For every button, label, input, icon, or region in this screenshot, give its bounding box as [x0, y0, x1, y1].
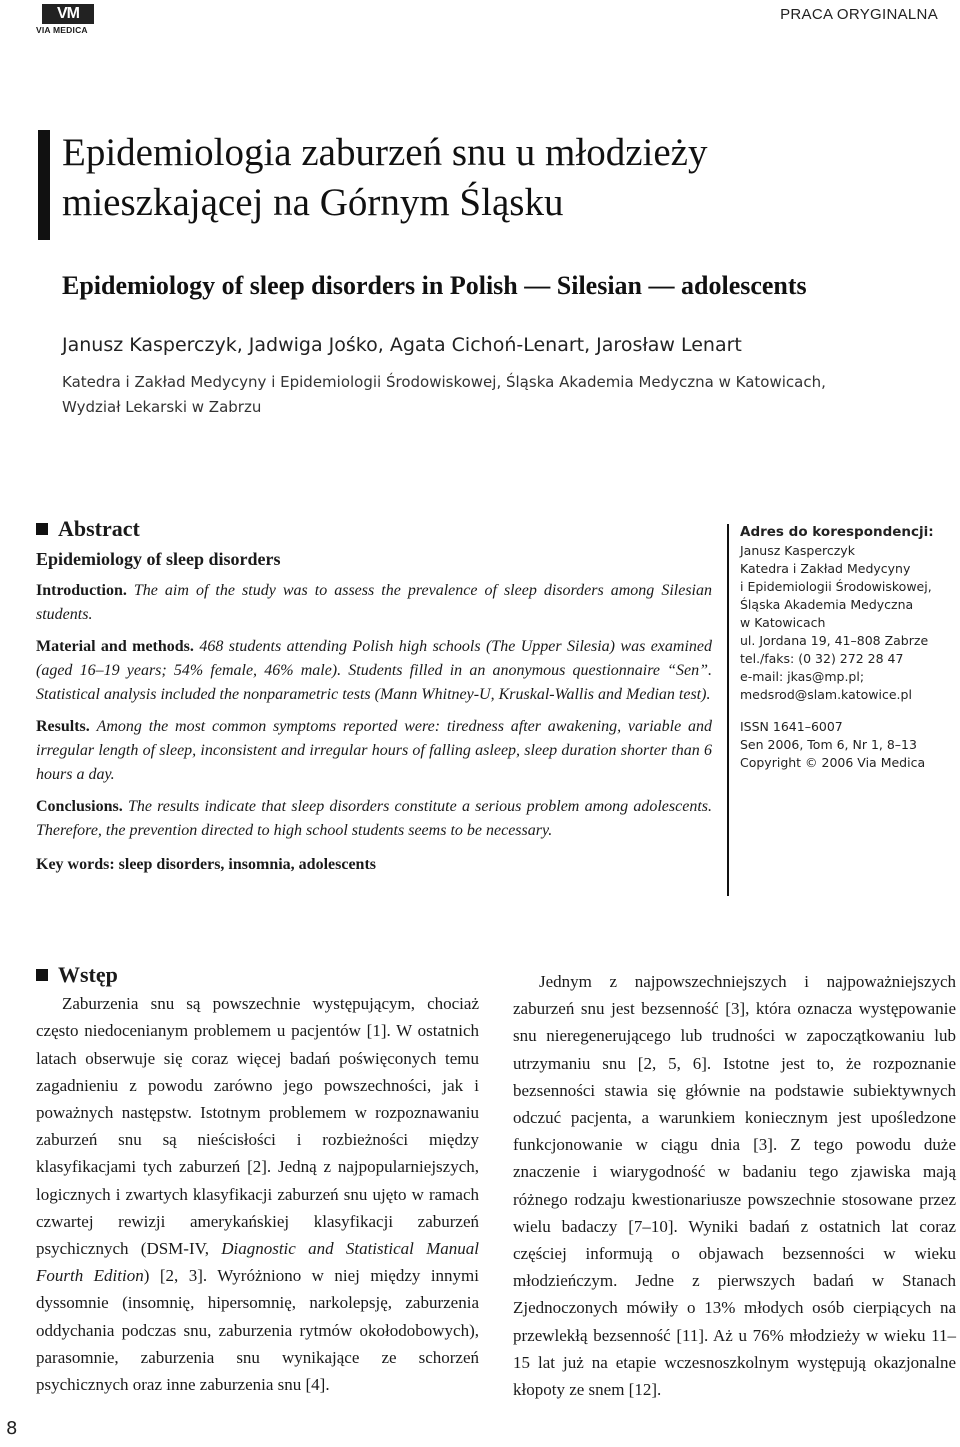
sidebar-divider	[727, 524, 729, 896]
correspondence-email[interactable]: e-mail: jkas@mp.pl;	[740, 669, 865, 684]
correspondence-line: Katedra i Zakład Medycyny	[740, 561, 911, 576]
article-title	[62, 128, 942, 228]
methods-text: 468 students attending Polish high schools (The Upper Silesia) was examined (aged 16–19 years; 54% female, 46% male). Students filled in an anonymous questionnaire “Sen”. Statistical analysis included the nonparametric tests (Mann Whitney-U, Kruskal-Wallis and Median test).	[36, 638, 713, 703]
correspondence-line: ul. Jordana 19, 41–808 Zabrze	[740, 633, 929, 648]
body-column-left	[36, 961, 479, 1398]
introduction-label: Introduction.	[36, 582, 127, 599]
body-column-right	[513, 968, 956, 1403]
title-line-1: Epidemiologia zaburzeń snu u młodzieży	[62, 131, 708, 174]
section-label: PRACA ORYGINALNA	[780, 6, 938, 23]
bullet-square-icon	[36, 969, 48, 981]
introduction-text: The aim of the study was to assess the prevalence of sleep disorders among Silesian students.	[36, 582, 713, 623]
publisher-logo	[36, 4, 104, 35]
abstract-methods	[36, 635, 712, 707]
methods-label: Material and methods.	[36, 638, 194, 655]
conclusions-text: The results indicate that sleep disorders constitute a serious problem among adolescents. Therefore, the prevention directed to high school students seems to be necessary.	[36, 798, 713, 839]
affiliation	[62, 370, 882, 420]
issn: ISSN 1641–6007	[740, 719, 843, 734]
correspondence-block	[740, 523, 950, 704]
results-label: Results.	[36, 718, 90, 735]
section-heading	[36, 961, 479, 988]
page-number: 8	[6, 1418, 18, 1439]
abstract-results	[36, 715, 712, 787]
body-paragraph	[36, 990, 479, 1398]
correspondence-line: w Katowicach	[740, 615, 826, 630]
publication-info	[740, 718, 950, 772]
keywords: Key words: sleep disorders, insomnia, adolescents	[36, 856, 376, 873]
body-text: Zaburzenia snu są powszechnie występującym, chociaż często niedocenianym problemem u pacjentów [1]. W ostatnich latach obserwuje się coraz więcej badań poświęconych temu zagadnieniu z powodu zarówno jego powszechności, jak i poważnych następstw. Istotnym problemem w rozpoznawaniu zaburzeń snu są nieścisłości i rozbieżności między klasyfikacjami tych zaburzeń [2]. Jedną z najpopularniejszych, logicznych i zwartych klasyfikacji zaburzeń snu ujęto w ramach czwartej rewizji amerykańskiej klasyfikacji zaburzeń psychicznych (DSM-IV,	[36, 994, 479, 1259]
correspondence-line: tel./faks: (0 32) 272 28 47	[740, 651, 904, 666]
body-text: ) [2, 3]. Wyróżniono w niej między innymi dyssomnie (insomnię, hipersomnię, narkolepsję, zaburzenia oddychania podczas snu, zaburzenia rytmów okołodobowych), parasomnie, zaburzenia snu wynikające ze schorzeń psychicznych oraz inne zaburzenia snu [4].	[36, 1266, 479, 1395]
body-paragraph: Jednym z najpowszechniejszych i najpoważniejszych zaburzeń snu jest bezsenność [3], która oznacza występowanie snu nieregenerującego lub trudności w zapoczątkowaniu lub utrzymaniu snu [2, 5, 6]. Istotne jest to, że rozpoznanie bezsenności stawia się głównie na podstawie subiektywnych odczuć pacjenta, a warunkiem koniecznym jest upośledzone funkcjonowanie w ciągu dnia [3]. Z tego powodu duże znaczenie i wiarygodność w badaniu tego zjawiska mają różnego rodzaju kwestionariusze powszechnie stosowane przez wielu badaczy [7–10]. Wyniki badań z ostatnich lat coraz częściej informują o objawach bezsenności w wieku młodzieńczym. Jedne z pierwszych badań w Stanach Zjednoczonych mówiły o 13% młodych osób cierpiących na przewlekłą bezsenność [11]. Aż u 76% młodzieży w wieku 11–15 lat już na etapie wczesnoszkolnym występują okazjonalne kłopoty ze snem [12].	[513, 972, 956, 1400]
logo-mark: VM	[42, 4, 94, 24]
abstract-heading-text: Abstract	[58, 516, 140, 541]
abstract-heading	[36, 517, 712, 541]
correspondence-line: Janusz Kasperczyk	[740, 543, 855, 558]
conclusions-label: Conclusions.	[36, 798, 123, 815]
authors: Janusz Kasperczyk, Jadwiga Jośko, Agata Cichoń-Lenart, Jarosław Lenart	[62, 334, 742, 356]
correspondence-line: Śląska Akademia Medyczna	[740, 597, 914, 612]
correspondence-line: i Epidemiologii Środowiskowej,	[740, 579, 932, 594]
abstract-subheading: Epidemiology of sleep disorders	[36, 549, 281, 569]
article-subtitle: Epidemiology of sleep disorders in Polish — Silesian — adolescents	[62, 271, 807, 300]
affiliation-line-2: Wydział Lekarski w Zabrzu	[62, 398, 262, 416]
title-line-2: mieszkającej na Górnym Śląsku	[62, 181, 564, 224]
abstract-conclusions	[36, 795, 712, 843]
issue: Sen 2006, Tom 6, Nr 1, 8–13	[740, 737, 917, 752]
affiliation-line-1: Katedra i Zakład Medycyny i Epidemiologii Środowiskowej, Śląska Akademia Medyczna w Katowicach,	[62, 373, 826, 391]
abstract-introduction	[36, 579, 712, 627]
correspondence-sidebar	[740, 523, 950, 786]
copyright: Copyright © 2006 Via Medica	[740, 755, 926, 770]
results-text: Among the most common symptoms reported were: tiredness after awakening, variable and irregular length of sleep, inconsistent and irregular hours of falling asleep, sleep duration shorter than 6 hours a day.	[36, 718, 713, 783]
logo-text: VIA MEDICA	[36, 25, 88, 35]
correspondence-email[interactable]: medsrod@slam.katowice.pl	[740, 687, 912, 702]
section-heading-text: Wstęp	[58, 962, 118, 987]
bullet-square-icon	[36, 523, 48, 535]
correspondence-heading: Adres do korespondencji:	[740, 524, 934, 540]
title-accent-bar	[38, 130, 50, 240]
abstract	[36, 517, 712, 877]
body-text-italic: Diagnostic and Statistical Manual Fourth Edition	[36, 1239, 479, 1286]
